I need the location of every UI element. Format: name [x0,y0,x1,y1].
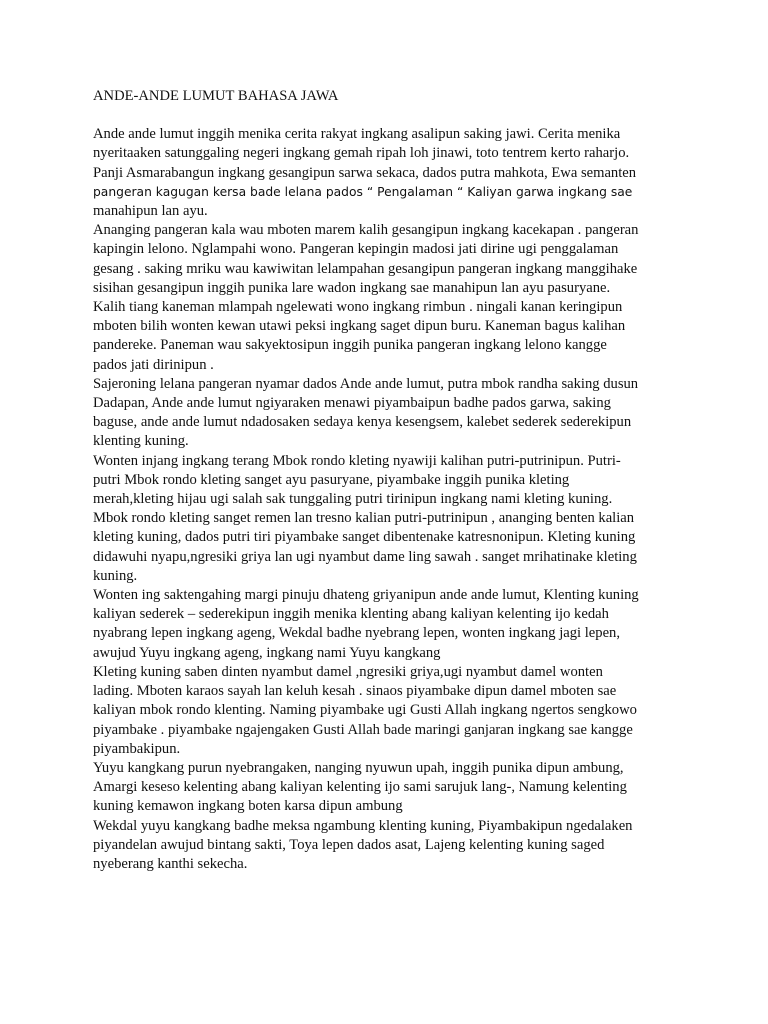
text-line: Ande ande lumut inggih menika cerita rakyat ingkang asalipun saking jawi. Cerita menika [93,126,621,143]
text-line: gesang . saking mriku wau kawiwitan lelampahan gesangipun pangeran ingkang manggihake [93,260,638,277]
text-line: kapingin lelono. Nglampahi wono. Pangeran kepingin madosi jati dirine ugi penggalaman [93,241,619,258]
text-line: Mbok rondo kleting sanget remen lan tresno kalian putri-putrinipun , ananging benten kalian [93,510,635,527]
text-line: piyambake . piyambake ngajengaken Gusti Allah bade maringi ganjaran ingkang sae kangge [93,721,633,738]
text-line: manahipun lan ayu. [93,203,208,220]
text-line: kuning kemawon ingkang boten karsa dipun ambung [93,798,403,815]
text-line: sisihan gesangipun inggih punika lare wadon ingkang sae manahipun lan ayu pasuryane. [93,279,611,296]
text-line: kleting kuning, dados putri tiri piyambake sanget dibentenake katresnonipun. Kleting kuning [93,529,636,546]
text-line: merah,kleting hijau ugi salah sak tunggaling putri tirinipun ingkang nami kleting kuning. [93,491,613,508]
text-line: putri Mbok rondo kleting sanget ayu pasuryane, piyambake inggih punika kleting [93,471,570,488]
text-line: pandereke. Paneman wau sakyektosipun inggih punika pangeran ingkang lelono kangge [93,337,607,354]
text-line: mboten bilih wonten kewan utawi peksi ingkang saget dipun buru. Kaneman bagus kalihan [93,318,626,335]
text-line: Amargi keseso kelenting abang kaliyan kelenting ijo sami sarujuk lang-, Namung kelenting [93,779,627,796]
text-line: klenting kuning. [93,433,189,450]
text-line: baguse, ande ande lumut ndadosaken sedaya kenya kesengsem, kalebet sederek sederekipun [93,414,632,431]
document-title: ANDE-ANDE LUMUT BAHASA JAWA [93,88,339,104]
text-line: Panji Asmarabangun ingkang gesangipun sarwa sekaca, dados putra mahkota, Ewa semanten [93,164,637,181]
text-line: Yuyu kangkang purun nyebrangaken, nanging nyuwun upah, inggih punika dipun ambung, [93,759,624,776]
text-line: nyeberang kanthi sekecha. [93,855,248,872]
text-line: piyambakipun. [93,740,181,757]
text-line: Kalih tiang kaneman mlampah ngelewati wono ingkang rimbun . ningali kanan keringipun [93,299,623,316]
text-line: Wonten ing saktengahing margi pinuju dhateng griyanipun ande ande lumut, Klenting kuning [93,587,639,604]
document-page [93,87,683,874]
text-line: nyeritaaken satunggaling negeri ingkang gemah ripah loh jinawi, toto tentrem kerto raharjo. [93,145,630,162]
text-line: Kleting kuning saben dinten nyambut damel ,ngresiki griya,ugi nyambut damel wonten [93,663,603,680]
text-line: Wekdal yuyu kangkang badhe meksa ngambung klenting kuning, Piyambakipun ngedalaken [93,817,633,834]
text-line: nyabrang lepen ingkang ageng, Wekdal badhe nyebrang lepen, wonten ingkang jagi lepen, [93,625,620,642]
text-line: Sajeroning lelana pangeran nyamar dados Ande ande lumut, putra mbok randha saking dusun [93,375,639,392]
text-line: lading. Mboten karaos sayah lan keluh kesah . sinaos piyambake dipun damel mboten sae [93,683,617,700]
text-line: kaliyan mbok rondo klenting. Naming piyambake ugi Gusti Allah ingkang ngertos sengkowo [93,702,637,719]
text-line: piyandelan awujud bintang sakti, Toya lepen dados asat, Lajeng kelenting kuning saged [93,836,605,853]
text-line: kuning. [93,567,138,584]
text-line: pados jati dirinipun . [93,356,214,373]
document-body [93,125,683,874]
text-line: Ananging pangeran kala wau mboten marem kalih gesangipun ingkang kacekapan . pangeran [93,222,639,239]
text-line: Wonten injang ingkang terang Mbok rondo kleting nyawiji kalihan putri-putrinipun. Putri- [93,452,621,469]
text-line: pangeran kagugan kersa bade lelana pados “ Pengalaman “ Kaliyan garwa ingkang sae [93,184,633,199]
text-line: didawuhi nyapu,ngresiki griya lan ugi nyambut dame ling sawah . sanget mrihatinake kleting [93,548,637,565]
text-line: kaliyan sederek – sederekipun inggih menika klenting abang kaliyan kelenting ijo kedah [93,606,609,623]
text-line: awujud Yuyu ingkang ageng, ingkang nami Yuyu kangkang [93,644,441,661]
text-line: Dadapan, Ande ande lumut ngiyaraken menawi piyambaipun badhe pados garwa, saking [93,395,611,412]
